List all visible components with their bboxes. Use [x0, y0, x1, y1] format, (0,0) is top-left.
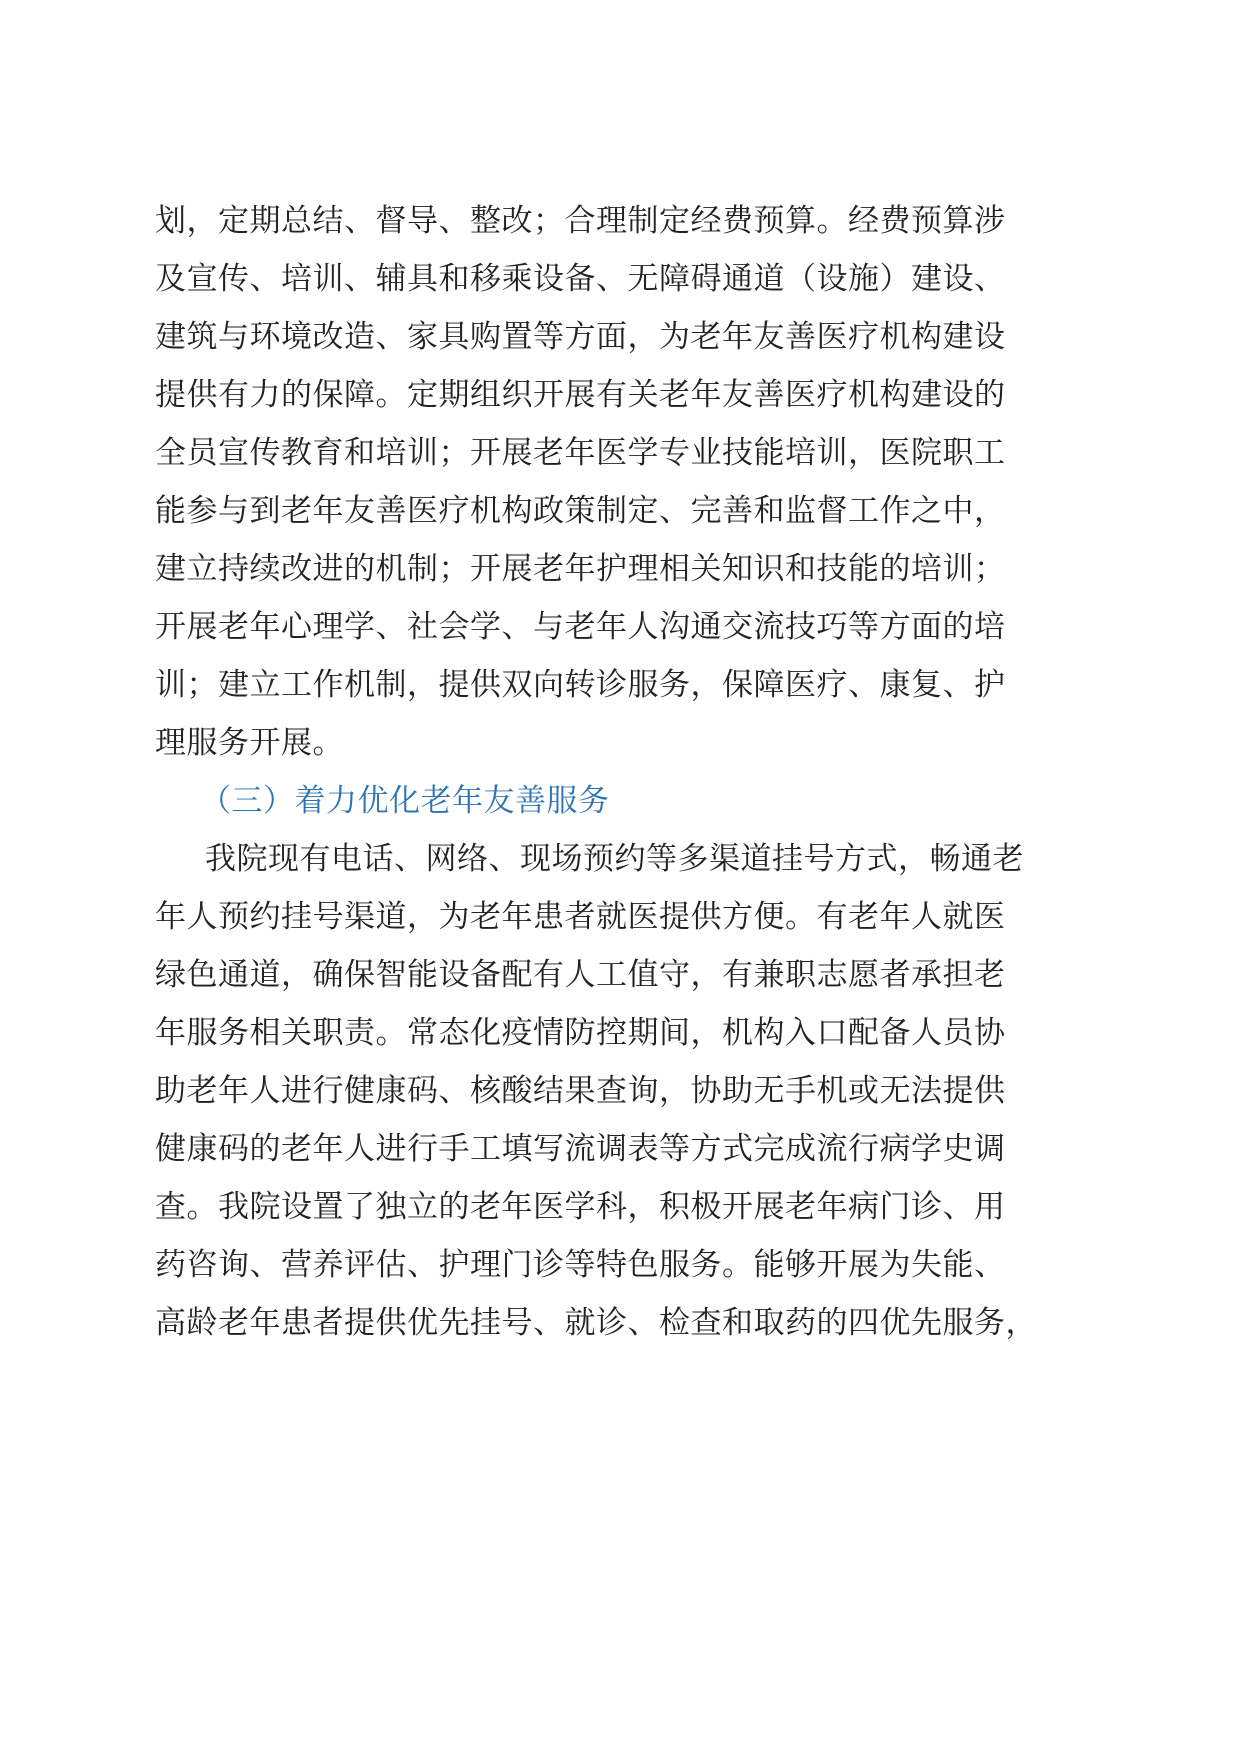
- text-line: 划，定期总结、督导、整改；合理制定经费预算。经费预算涉: [155, 203, 1006, 239]
- text-line: 理服务开展。: [155, 725, 344, 761]
- text-line: 年人预约挂号渠道，为老年患者就医提供方便。有老年人就医: [155, 899, 1006, 935]
- text-line: 建立持续改进的机制；开展老年护理相关知识和技能的培训；: [155, 551, 1006, 587]
- text-line: 开展老年心理学、社会学、与老年人沟通交流技巧等方面的培: [155, 609, 1006, 645]
- section-heading: （三）着力优化老年友善服务: [200, 783, 610, 819]
- text-line: 药咨询、营养评估、护理门诊等特色服务。能够开展为失能、: [155, 1247, 1006, 1283]
- text-line: 年服务相关职责。常态化疫情防控期间，机构入口配备人员协: [155, 1015, 1006, 1051]
- text-line: 建筑与环境改造、家具购置等方面，为老年友善医疗机构建设: [155, 319, 1006, 355]
- text-line: 全员宣传教育和培训；开展老年医学专业技能培训，医院职工: [155, 435, 1006, 471]
- text-line: 健康码的老年人进行手工填写流调表等方式完成流行病学史调: [155, 1131, 1006, 1167]
- text-line: 我院现有电话、网络、现场预约等多渠道挂号方式，畅通老: [205, 841, 1024, 877]
- text-line: 能参与到老年友善医疗机构政策制定、完善和监督工作之中，: [155, 493, 1006, 529]
- text-line: 查。我院设置了独立的老年医学科，积极开展老年病门诊、用: [155, 1189, 1006, 1225]
- text-line: 高龄老年患者提供优先挂号、就诊、检查和取药的四优先服务，: [155, 1305, 1037, 1341]
- text-line: 训；建立工作机制，提供双向转诊服务，保障医疗、康复、护: [155, 667, 1006, 703]
- text-line: 及宣传、培训、辅具和移乘设备、无障碍通道（设施）建设、: [155, 261, 1006, 297]
- text-line: 助老年人进行健康码、核酸结果查询，协助无手机或无法提供: [155, 1073, 1006, 1109]
- text-line: 绿色通道，确保智能设备配有人工值守，有兼职志愿者承担老: [155, 957, 1006, 993]
- text-line: 提供有力的保障。定期组织开展有关老年友善医疗机构建设的: [155, 377, 1006, 413]
